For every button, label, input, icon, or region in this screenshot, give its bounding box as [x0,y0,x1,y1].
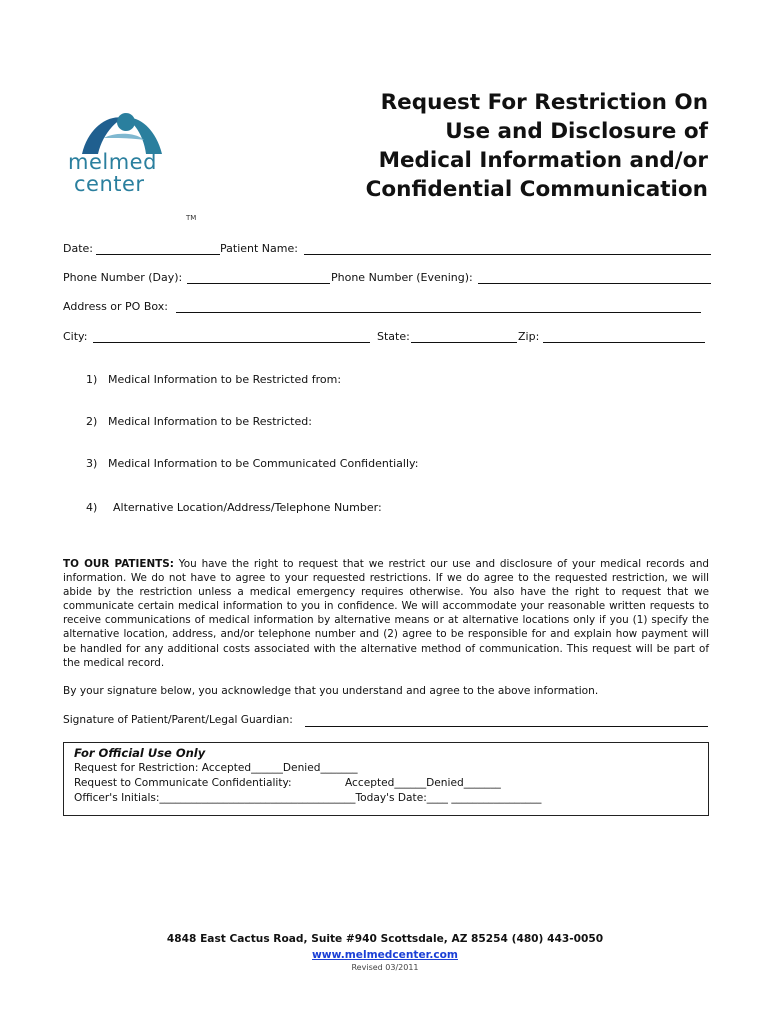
title-line: Medical Information and/or [378,148,708,173]
item-label: Medical Information to be Restricted: [108,415,312,428]
title-line: Use and Disclosure of [445,119,708,144]
form-title [288,88,708,204]
confidentiality-decision: Accepted______Denied_______ [345,777,501,789]
title-line: Confidential Communication [365,177,708,202]
patient-name-label: Patient Name: [220,242,298,255]
date-field[interactable] [96,254,220,255]
address-row [63,300,703,316]
address-label: Address or PO Box: [63,300,168,313]
item-number: 4) [86,501,98,514]
zip-field[interactable] [543,342,705,343]
logo-text-melmed: melmed [68,150,157,174]
official-use-box [63,742,709,816]
signature-field[interactable] [305,726,708,727]
city-field[interactable] [93,342,370,343]
state-label: State: [377,330,410,343]
confidentiality-label: Request to Communicate Confidentiality: [74,777,292,789]
item-number: 2) [86,415,98,428]
item-alternative-location [86,501,382,514]
acknowledgement-text: By your signature below, you acknowledge that you understand and agree to the above information. [63,685,599,697]
phone-evening-label: Phone Number (Evening): [331,271,473,284]
revision-date: Revised 03/2011 [351,963,419,972]
item-restricted [86,415,312,428]
zip-label: Zip: [518,330,540,343]
item-number: 1) [86,373,98,386]
official-use-title: For Official Use Only [74,746,206,760]
title-line: Request For Restriction On [380,90,708,115]
website-link[interactable]: www.melmedcenter.com [312,949,458,961]
patient-notice [63,557,709,670]
date-label: Date: [63,242,93,255]
patient-name-field[interactable] [304,254,711,255]
logo-figure-icon [74,108,170,156]
signature-row [63,714,709,730]
address-field[interactable] [176,312,701,313]
restriction-decision: Request for Restriction: Accepted______Denied_______ [74,762,358,774]
city-state-zip-row [63,330,707,346]
item-label: Medical Information to be Restricted from: [108,373,342,386]
item-number: 3) [86,457,98,470]
footer-address: 4848 East Cactus Road, Suite #940 Scottsdale, AZ 85254 (480) 443-0050 [166,933,604,945]
trademark-mark: TM [186,214,197,222]
phone-day-label: Phone Number (Day): [63,271,183,284]
melmed-center-logo [62,100,182,230]
signature-label: Signature of Patient/Parent/Legal Guardian: [63,714,293,726]
item-communicated-confidentially [86,457,418,470]
item-restricted-from [86,373,341,386]
phone-row [63,271,711,287]
date-patient-row [63,242,711,258]
state-field[interactable] [411,342,517,343]
item-label: Medical Information to be Communicated Confidentially: [108,457,419,470]
notice-heading: TO OUR PATIENTS: [63,558,174,570]
phone-day-field[interactable] [187,283,330,284]
notice-body: You have the right to request that we restrict our use and disclosure of your medical records and information. We do not have to agree to your requested restrictions. If we do agree to the requested restriction, we will abide by the restriction unless a medical emergency requires otherwise. You also have the right to request that we communicate certain medical information to you in confidence. We will accommodate your reasonable written requests to receive communications of medical information by alternative means or at alternative locations only if you (1) specify the alternative location, address, and/or telephone number and (2) agree to be responsible for and explain how payment will be handled for any additional costs associated with the alternative method of communication. This request will be part of the medical record. [63,558,710,669]
item-label: Alternative Location/Address/Telephone Number: [113,501,382,514]
city-label: City: [63,330,88,343]
phone-evening-field[interactable] [478,283,711,284]
officer-initials-date: Officer's Initials:_____________________________________Today's Date:____ _________________ [74,792,542,804]
logo-text-center: center [74,172,145,196]
